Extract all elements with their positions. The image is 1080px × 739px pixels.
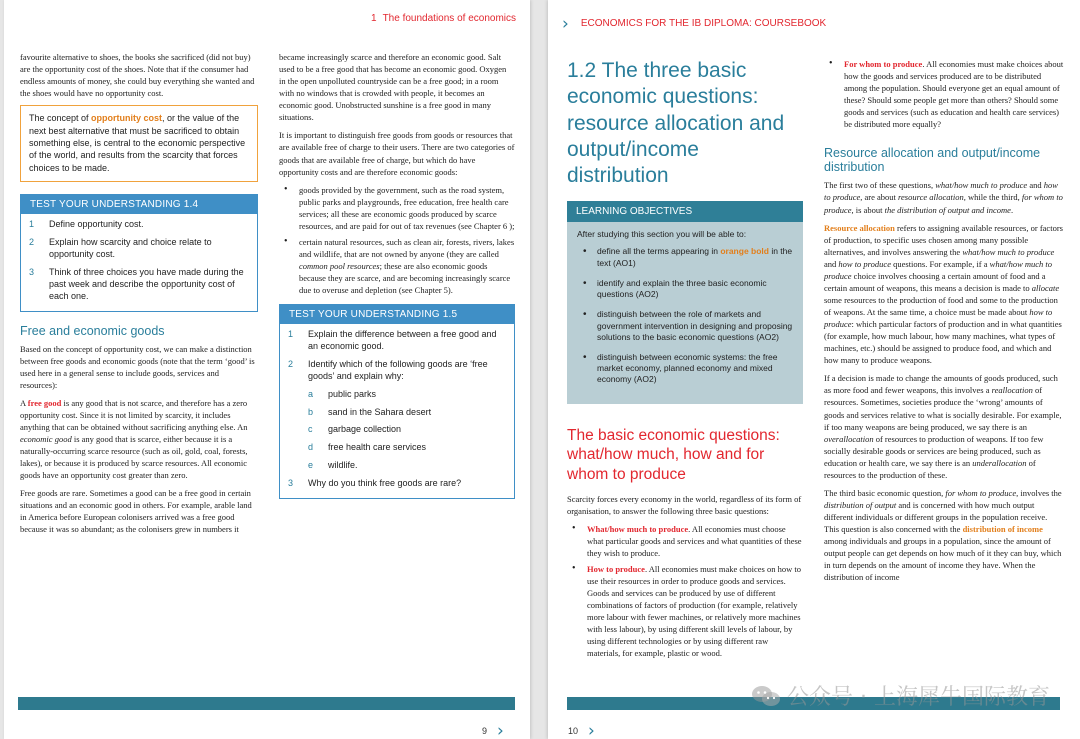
left-page [4, 0, 530, 739]
right-page [548, 0, 1080, 739]
section-heading-free-goods: Free and economic goods [20, 323, 165, 338]
chapter-number: 1 [371, 13, 377, 24]
intro-paragraph: favourite alternative to shoes, the books she sacrificed (did not buy) are the opportunity cost of the shoes. Note that if the consumer had endless amounts of money, she could buy everything she wanted and the shoes would have no opportunity cost. [20, 52, 255, 99]
lo-item: • distinguish between economic systems: the free market economy, planned economy and mixed economy (AO2) [577, 352, 793, 386]
chevron-right-icon: › [562, 13, 569, 34]
paragraph: A free good is any good that is not scarce, and therefore has a zero opportunity cost. Since it is not limited by scarcity, it includes anything that can be obtained without sacrificing anything else. An economic good is any good that is scarce, either because it is a naturally-occurring scarce resource (such as oil, gold, coal, forests, lakes), or because it is produced by scarce resources. All economic goods have an opportunity cost greater than zero. [20, 397, 248, 481]
list-item: • For whom to produce. All economies must make choices about how the goods and services produced are to be distributed among the population. Should everyone get an equal amount of these? Should some people get more than others? Should some goods and services (such as education and health care services) be distributed more equally? [824, 58, 1064, 130]
test-your-understanding-1-5 [279, 304, 515, 499]
paragraph: Free goods are rare. Sometimes a good can be a free good in certain situations and an economic good in others. For example, arable land in America before European colonisers arrived was a free good because it was so abundant; as the colonisers grew in numbers it [20, 488, 252, 535]
lo-item: • define all the terms appearing in orange bold in the text (AO1) [577, 246, 793, 268]
footer-bar [18, 697, 515, 710]
page-number: 10 › [568, 721, 595, 739]
tu-question: 1 Define opportunity cost. [29, 219, 144, 230]
term-free-good: free good [27, 397, 62, 408]
lo-intro: After studying this section you will be able to: [577, 229, 747, 240]
tu-heading: TEST YOUR UNDERSTANDING 1.4 [21, 195, 257, 214]
running-head [562, 13, 827, 34]
tu-question: 3 Why do you think free goods are rare? [288, 478, 462, 489]
lo-heading: LEARNING OBJECTIVES [567, 201, 803, 222]
bullet-list [279, 184, 515, 297]
left-column-1 [20, 51, 258, 541]
list-item: • How to produce. All economies must make choices on how to use their resources in order to produce goods and services. Goods and services can be produced by use of different combinations of factors of production (for example, relatively more labour with fewer machines, or relatively more machines with less labour), by using different skill levels of labour, by using different technologies or by using different raw materials, for example, plastic or wood. [567, 563, 803, 660]
tu-question: 1 Explain the difference between a free good and an economic good. [288, 329, 497, 352]
learning-objectives-box [567, 201, 803, 403]
chevron-right-icon: › [497, 721, 504, 739]
paragraph: The first two of these questions, what/how much to produce and how to produce, are about resource allocation, while the third, for whom to produce, is about the distribution of output and income. [824, 180, 1063, 215]
tu-heading: TEST YOUR UNDERSTANDING 1.5 [280, 305, 514, 324]
term-distribution-of-income: distribution of income [962, 524, 1043, 535]
bullet-list [824, 58, 1064, 130]
right-column-2 [824, 58, 1064, 589]
list-item: • certain natural resources, such as clean air, forests, rivers, lakes and wildlife, that are not owned by anyone (they are called common pool resources; these are also economic goods because they are scarce, and are becoming increasingly scarce due to overuse and depletion (see Chapter 5). [279, 236, 515, 296]
wechat-icon [751, 685, 781, 707]
page-number: 9 › [482, 721, 504, 739]
concept-term: opportunity cost [91, 113, 163, 124]
concept-box: The concept of opportunity cost, or the value of the next best alternative that must be sacrificed to obtain something else, is central to the economic perspective of the world, and results from the scarcity that forces choices to be made. [20, 105, 258, 182]
tu-subitem: d free health care services [308, 442, 427, 453]
test-your-understanding-1-4 [20, 194, 258, 311]
book-title: ECONOMICS FOR THE IB DIPLOMA: COURSEBOOK [580, 18, 827, 29]
paragraph: It is important to distinguish free goods from goods or resources that are available free of charge to their users. There are two categories of goods that are available free of charge, but which do have opportunity costs and are therefore economic goods: [279, 130, 515, 177]
paragraph: If a decision is made to change the amounts of goods produced, such as more food and fewer weapons, this involves a reallocation of resources. Sometimes, societies produce the ‘wrong’ amounts of goods and services relative to what is socially desirable. For example, if too many weapons are being produced, we say there is an overallocation of resources to production of weapons. If too few socially desirable goods or services are being produced, such as education or health care, we say there is an underallocation of resources to the production of these. [824, 373, 1062, 480]
right-column-1 [567, 58, 803, 663]
term-resource-allocation: Resource allocation [824, 222, 895, 233]
bullet-list [567, 523, 803, 660]
tu-subitem: a public parks [308, 388, 377, 399]
running-head [365, 13, 516, 24]
tu-subitem: b sand in the Sahara desert [308, 406, 432, 417]
tu-question: 3 Think of three choices you have made during the past week and describe the opportunity cost of each one. [29, 266, 244, 301]
tu-subitems [288, 389, 506, 472]
chevron-right-icon: › [588, 721, 595, 739]
section-title: 1.2 The three basic economic questions: resource allocation and output/income distribution [567, 59, 785, 187]
tu-question: 2 Identify which of the following goods are ‘free goods’ and explain why: [288, 358, 488, 381]
left-column-2 [279, 51, 515, 511]
lo-item: • distinguish between the role of markets and government intervention in designing and proposing solutions to the basic economic questions (AO2) [577, 309, 793, 343]
tu-subitem: c garbage collection [308, 424, 402, 435]
watermark-text: 公众号 · 上海犀牛国际教育 [787, 685, 1050, 710]
tu-question: 2 Explain how scarcity and choice relate to opportunity cost. [29, 237, 212, 260]
list-item: • What/how much to produce. All economies must choose what particular goods and services and what quantities of these they wish to produce. [567, 523, 803, 559]
paragraph: Resource allocation refers to assigning available resources, or factors of production, to specific uses chosen among many possible alternatives, and involves answering the what/how much to produce and how to produce questions. For example, if a what/how much to produce choice involves choosing a certain amount of food and a certain amount of weapons, this means a decision is made to allocate some resources to the production of food and some to the production of weapons. At the same time, a choice must be made about how to produce: which particular factors of production and in what quantities (for example, how much labour, how many machines, what types of machines, etc.) should be assigned to produce food, and which and how many to produce weapons. [824, 222, 1063, 366]
watermark [751, 680, 1050, 711]
paragraph: Scarcity forces every economy in the world, regardless of its form of organisation, to answer the following three basic questions: [567, 493, 802, 516]
chapter-title: The foundations of economics [382, 13, 516, 24]
paragraph: The third basic economic question, for whom to produce, involves the distribution of output and is concerned with how much output different individuals or different groups in the population receive. This question is also concerned with the distribution of income among individuals and groups in a population, since the amount of output people can get depends on how much of it they can buy, which in turn depends on the amount of income they have. When the distribution of income [824, 487, 1062, 583]
section-heading-basic-questions: The basic economic questions: what/how much, how and for whom to produce [567, 426, 780, 483]
tu-subitem: e wildlife. [308, 460, 358, 471]
list-item: • goods provided by the government, such as the road system, public parks and playgrounds, free education, free health care services; all these are economic goods produced by scarce resources, and are paid for out of tax revenues (see Chapter 6 ); [279, 184, 515, 232]
paragraph: Based on the concept of opportunity cost, we can make a distinction between free goods and economic goods (note that the term ‘good’ is used here in a general sense to include goods, services and resources): [20, 343, 255, 390]
section-heading-resource-allocation: Resource allocation and output/income distribution [824, 146, 1041, 175]
paragraph: became increasingly scarce and therefore an economic good. Salt used to be a free good that has become an economic good. Oxygen in the open unpolluted countryside can be a free good; in a room with no windows that is crowded with people, it becomes an economic good. Unobstructed sunshine is a free good in many situations. [279, 52, 507, 123]
lo-item: • identify and explain the three basic economic questions (AO2) [577, 278, 793, 300]
